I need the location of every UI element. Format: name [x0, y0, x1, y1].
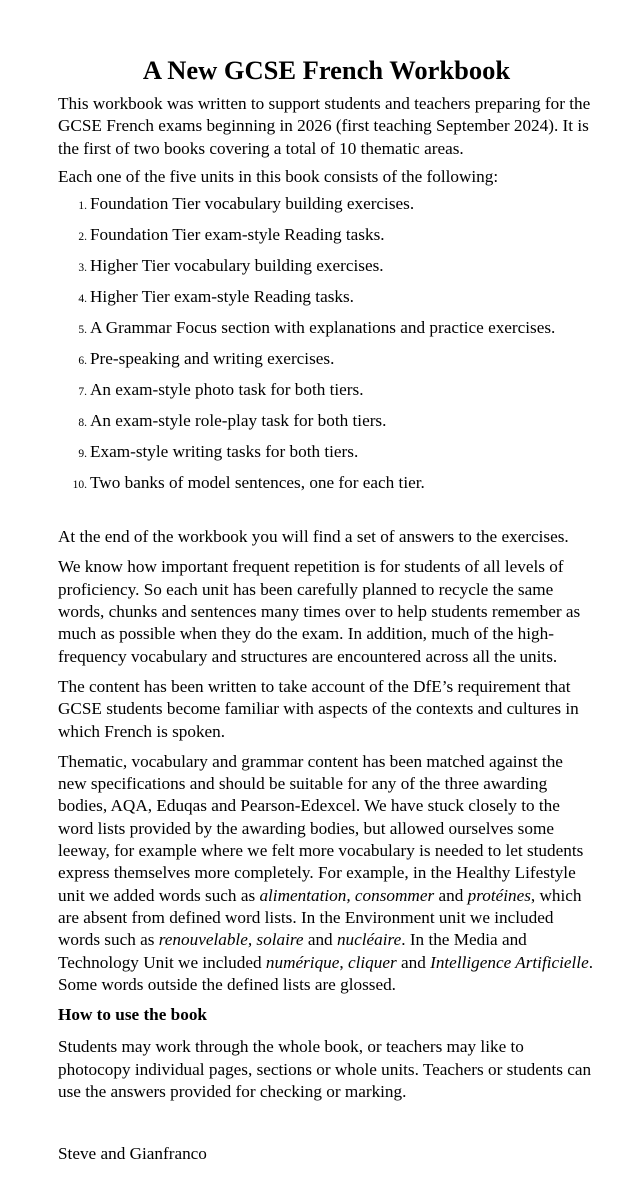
list-item-text: Pre-speaking and writing exercises. — [90, 349, 335, 369]
list-item — [58, 224, 595, 248]
list-number: 7. — [78, 386, 87, 399]
list-number: 10. — [72, 479, 87, 492]
signoff: Steve and Gianfranco — [58, 1144, 207, 1164]
list-item-text: Two banks of model sentences, one for each tier. — [90, 473, 425, 493]
list-item-text: A Grammar Focus section with explanations and practice exercises. — [90, 318, 556, 338]
list-item — [58, 410, 595, 434]
list-item — [58, 441, 595, 465]
repetition-paragraph: We know how important frequent repetition is for students of all levels of proficiency. So each unit has been carefully planned to recycle the same words, chunks and sentences many times over to help students remember as much as possible when they do the exam. In addition, much of the high-frequency vocabulary and structures are encountered across all the units. — [58, 557, 581, 666]
list-number: 2. — [78, 231, 87, 244]
thematic-text: and — [396, 952, 431, 972]
list-item-text: An exam-style role-play task for both tiers. — [90, 411, 387, 431]
emphasis-text: nucléaire — [336, 930, 402, 950]
dfe-paragraph: The content has been written to take account of the DfE’s requirement that GCSE students become familiar with aspects of the contexts and cultures in which French is spoken. — [58, 676, 579, 741]
emphasis-text: numérique — [265, 952, 340, 972]
list-number: 8. — [78, 417, 87, 430]
list-item-text: Higher Tier exam-style Reading tasks. — [90, 287, 354, 307]
emphasis-text: protéines — [467, 885, 531, 905]
howto-heading: How to use the book — [58, 1005, 207, 1025]
list-item-text: Foundation Tier vocabulary building exercises. — [90, 194, 415, 214]
thematic-text: , — [339, 952, 348, 972]
intro-paragraph: This workbook was written to support students and teachers preparing for the GCSE French exams beginning in 2026 (first teaching September 2024). It is the first of two books covering a total of 10 thematic areas. — [58, 94, 591, 158]
list-item — [58, 348, 595, 372]
list-number: 5. — [78, 324, 87, 337]
howto-paragraph: Students may work through the whole book, or teachers may like to photocopy individual pages, sections or whole units. Teachers or students can use the answers provided for checking or marking. — [58, 1037, 592, 1102]
list-number: 6. — [78, 355, 87, 368]
list-item-text: Exam-style writing tasks for both tiers. — [90, 442, 359, 462]
thematic-paragraph — [58, 751, 595, 996]
list-item-text: Foundation Tier exam-style Reading tasks. — [90, 225, 385, 245]
thematic-text: , which are absent from defined word lists. In the Environment unit we included words such as — [58, 885, 582, 950]
emphasis-text: alimentation, consommer — [259, 885, 435, 905]
list-item — [58, 472, 595, 496]
thematic-text: Thematic, vocabulary and grammar content has been matched against the new specifications and should be suitable for any of the three awarding bodies, AQA, Eduqas and Pearson-Edexcel. We have stuck closely to the word lists provided by the awarding bodies, but allowed ourselves some leeway, for example where we felt more vocabulary is needed to let students express themselves more completely. For example, in the Healthy Lifestyle unit we added words such as — [58, 751, 584, 905]
list-number: 3. — [78, 262, 87, 275]
list-item-text: An exam-style photo task for both tiers. — [90, 380, 364, 400]
thematic-text: and — [434, 885, 468, 905]
list-number: 1. — [78, 200, 87, 213]
list-number: 9. — [78, 448, 87, 461]
list-item — [58, 286, 595, 310]
thematic-text: . In the Media and Technology Unit we included — [58, 930, 527, 972]
list-item — [58, 317, 595, 341]
thematic-text: and — [303, 930, 337, 950]
list-number: 4. — [78, 293, 87, 306]
list-item-text: Higher Tier vocabulary building exercises. — [90, 256, 384, 276]
units-intro-paragraph: Each one of the five units in this book consists of the following: — [58, 166, 499, 186]
emphasis-text: cliquer — [347, 952, 397, 972]
list-item — [58, 255, 595, 279]
list-item — [58, 193, 595, 217]
answers-paragraph: At the end of the workbook you will find a set of answers to the exercises. — [58, 527, 569, 547]
emphasis-text: Intelligence Artificielle — [430, 952, 589, 972]
page-title: A New GCSE French Workbook — [142, 55, 511, 85]
thematic-text: . Some words outside the defined lists are glossed. — [58, 952, 593, 994]
list-item — [58, 379, 595, 403]
unit-contents-list — [58, 193, 595, 496]
emphasis-text: renouvelable, solaire — [158, 930, 304, 950]
